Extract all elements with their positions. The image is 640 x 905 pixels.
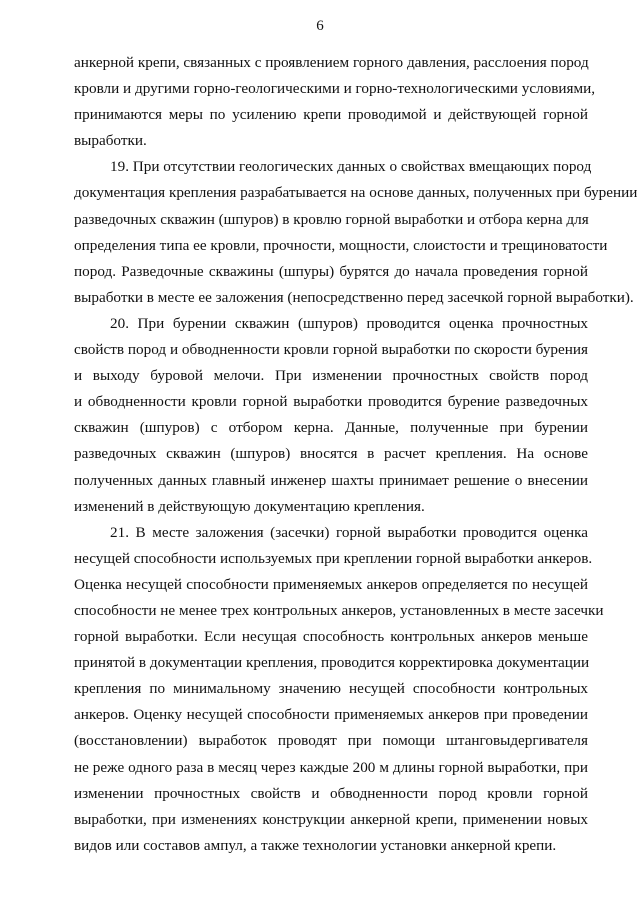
text-line: выработки. — [74, 132, 147, 150]
text-line: 21. В месте заложения (засечки) горной выработки проводится оценка — [110, 523, 588, 541]
paragraph-19 — [74, 154, 638, 311]
text-line: кровли и другими горно-геологическими и горно-технологическими условиями, — [74, 80, 596, 98]
text-line: определения типа ее кровли, прочности, мощности, слоистости и трещиноватости — [74, 236, 608, 254]
text-line: и выходу буровой мелочи. При изменении прочностных свойств пород — [74, 367, 588, 385]
text-line: 20. При бурении скважин (шпуров) проводится оценка прочностных — [110, 314, 588, 332]
text-line: Оценка несущей способности применяемых анкеров определяется по несущей — [74, 575, 588, 593]
text-line: горной выработки. Если несущая способность контрольных анкеров меньше — [74, 628, 588, 646]
text-line: разведочных скважин (шпуров) вносятся в расчет крепления. На основе — [74, 445, 588, 463]
page-number: 6 — [316, 18, 324, 34]
text-line: не реже одного раза в месяц через каждые 200 м длины горной выработки, при — [74, 758, 588, 776]
paragraph-20 — [74, 311, 588, 520]
text-line: способности не менее трех контрольных анкеров, установленных в месте засечки — [74, 601, 604, 619]
text-line: пород. Разведочные скважины (шпуры) бурятся до начала проведения горной — [74, 262, 588, 280]
paragraph-continuation — [74, 50, 596, 154]
text-line: документация крепления разрабатывается на основе данных, полученных при бурении — [74, 184, 638, 202]
text-line: видов или составов ампул, а также технологии установки анкерной крепи. — [74, 836, 557, 854]
text-line: выработки, при изменениях конструкции анкерной крепи, применении новых — [74, 810, 588, 828]
text-line: разведочных скважин (шпуров) в кровлю горной выработки и отбора керна для — [74, 210, 589, 228]
text-line: крепления по минимальному значению несущей способности контрольных — [74, 680, 588, 698]
text-line: анкерной крепи, связанных с проявлением горного давления, расслоения пород — [74, 54, 589, 71]
text-line: скважин (шпуров) с отбором керна. Данные, полученные при бурении — [74, 419, 588, 437]
text-line: свойств пород и обводненности кровли горной выработки по скорости бурения — [74, 341, 588, 359]
text-line: выработки в месте ее заложения (непосредственно перед засечкой горной выработки). — [74, 288, 634, 306]
document-body — [74, 50, 638, 859]
text-line: полученных данных главный инженер шахты принимает решение о внесении — [74, 471, 588, 489]
text-line: (восстановлении) выработок проводят при помощи штанговыдергивателя — [74, 732, 588, 750]
text-line: принятой в документации крепления, проводится корректировка документации — [74, 654, 590, 672]
text-line: 19. При отсутствии геологических данных о свойствах вмещающих пород — [110, 158, 592, 176]
text-line: принимаются меры по усилению крепи проводимой и действующей горной — [74, 106, 588, 124]
text-line: изменений в действующую документацию крепления. — [74, 497, 425, 515]
text-line: анкеров. Оценку несущей способности применяемых анкеров при проведении — [74, 706, 588, 724]
text-line: несущей способности используемых при креплении горной выработки анкеров. — [74, 549, 593, 567]
text-line: изменении прочностных свойств и обводненности пород кровли горной — [74, 784, 588, 802]
text-line: и обводненности кровли горной выработки проводится бурение разведочных — [74, 393, 588, 411]
paragraph-21 — [74, 520, 604, 859]
